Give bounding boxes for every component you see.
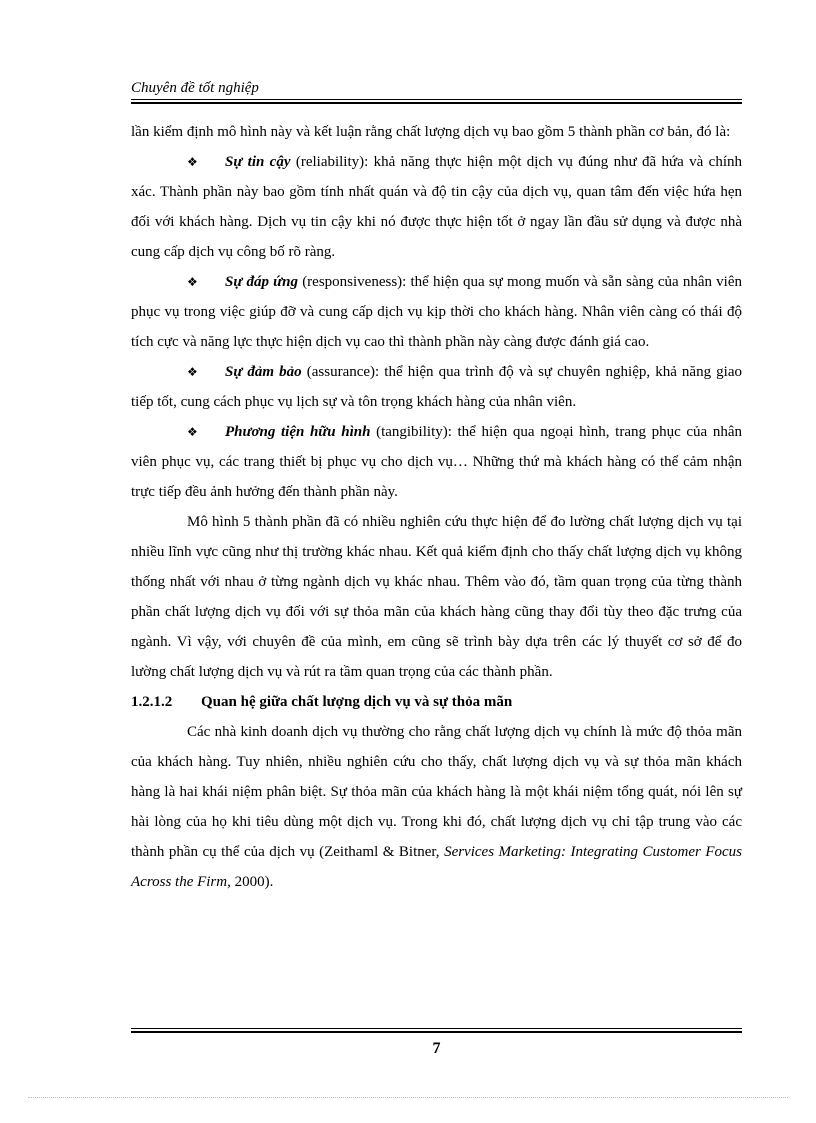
bullet-term: Sự đáp ứng (225, 274, 299, 290)
body-content (131, 117, 742, 897)
bullet-term: Phương tiện hữu hình (225, 424, 371, 440)
diamond-bullet-icon: ❖ (187, 275, 198, 289)
bullet-text: (reliability): khả năng thực hiện một dịch vụ đúng như đã hứa và chính xác. Thành phần này bao gồm tính nhất quán và độ tin cậy của dịch vụ, quan tâm đến việc hứa hẹn đối với khách hàng. Dịch vụ tin cậy khi nó được thực hiện tốt ở ngay lần đầu sử dụng và được nhà cung cấp dịch vụ công bố rõ ràng. (131, 154, 742, 260)
page-number: 7 (432, 1040, 441, 1057)
paragraph-model: Mô hình 5 thành phần đã có nhiều nghiên cứu thực hiện để đo lường chất lượng dịch vụ tại nhiều lĩnh vực cũng như thị trường khác nhau. Kết quả kiểm định cho thấy chất lượng dịch vụ không thống nhất với nhau ở từng ngành dịch vụ khác nhau. Thêm vào đó, tầm quan trọng của từng thành phần chất lượng dịch vụ đối với sự thỏa mãn của khách hàng cũng thay đổi tùy theo đặc trưng của ngành. Vì vậy, với chuyên đề của mình, em cũng sẽ trình bày dựa trên các lý thuyết cơ sở để đo lường chất lượng dịch vụ và rút ra tầm quan trọng của các thành phần. (131, 514, 742, 680)
header-rule (131, 99, 742, 104)
running-header: Chuyên đề tốt nghiệp (131, 80, 259, 96)
bullet-item-reliability (131, 147, 742, 267)
page-edge-dotted-line (28, 1097, 788, 1098)
diamond-bullet-icon: ❖ (187, 155, 198, 169)
section-number: 1.2.1.2 (131, 694, 173, 710)
bullet-term: Sự đảm bảo (225, 364, 302, 380)
bullet-term: Sự tin cậy (225, 154, 291, 170)
citation-title: Services Marketing: Integrating Customer Focus Across the Firm, (131, 844, 742, 890)
section-title: Quan hệ giữa chất lượng dịch vụ và sự thỏa mãn (201, 694, 513, 710)
bullet-item-tangibility (131, 417, 742, 507)
footer-rule (131, 1028, 742, 1033)
diamond-bullet-icon: ❖ (187, 365, 198, 379)
citation-year: 2000). (230, 874, 274, 890)
paragraph-relationship (131, 717, 742, 897)
diamond-bullet-icon: ❖ (187, 425, 198, 439)
bullet-text: (responsiveness): thể hiện qua sự mong muốn và sẵn sàng của nhân viên phục vụ trong việc giúp đỡ và cung cấp dịch vụ kịp thời cho khách hàng. Nhân viên càng có thái độ tích cực và năng lực thực hiện dịch vụ cao thì thành phần này càng được đánh giá cao. (131, 274, 742, 350)
bullet-item-responsiveness (131, 267, 742, 357)
paragraph-text: Các nhà kinh doanh dịch vụ thường cho rằng chất lượng dịch vụ chính là mức độ thỏa mãn của khách hàng. Tuy nhiên, nhiều nghiên cứu cho thấy, chất lượng dịch vụ và sự thỏa mãn khách hàng là hai khái niệm phân biệt. Sự thỏa mãn của khách hàng là một khái niệm tổng quát, nói lên sự hài lòng của họ khi tiêu dùng một dịch vụ. Trong khi đó, chất lượng dịch vụ chỉ tập trung vào các thành phần cụ thể của dịch vụ (Zeithaml & Bitner, (131, 724, 742, 860)
bullet-item-assurance (131, 357, 742, 417)
paragraph-intro: lần kiểm định mô hình này và kết luận rằng chất lượng dịch vụ bao gồm 5 thành phần cơ bản, đó là: (131, 124, 731, 140)
bullet-text: (assurance): thể hiện qua trình độ và sự chuyên nghiệp, khả năng giao tiếp tốt, cung cách phục vụ lịch sự và tôn trọng khách hàng của nhân viên. (131, 364, 742, 410)
document-page (131, 0, 742, 1123)
bullet-text: (tangibility): thể hiện qua ngoại hình, trang phục của nhân viên phục vụ, các trang thiết bị phục vụ cho dịch vụ… Những thứ mà khách hàng có thể cảm nhận trực tiếp đều ảnh hưởng đến thành phần này. (131, 424, 742, 500)
section-heading (131, 687, 742, 717)
